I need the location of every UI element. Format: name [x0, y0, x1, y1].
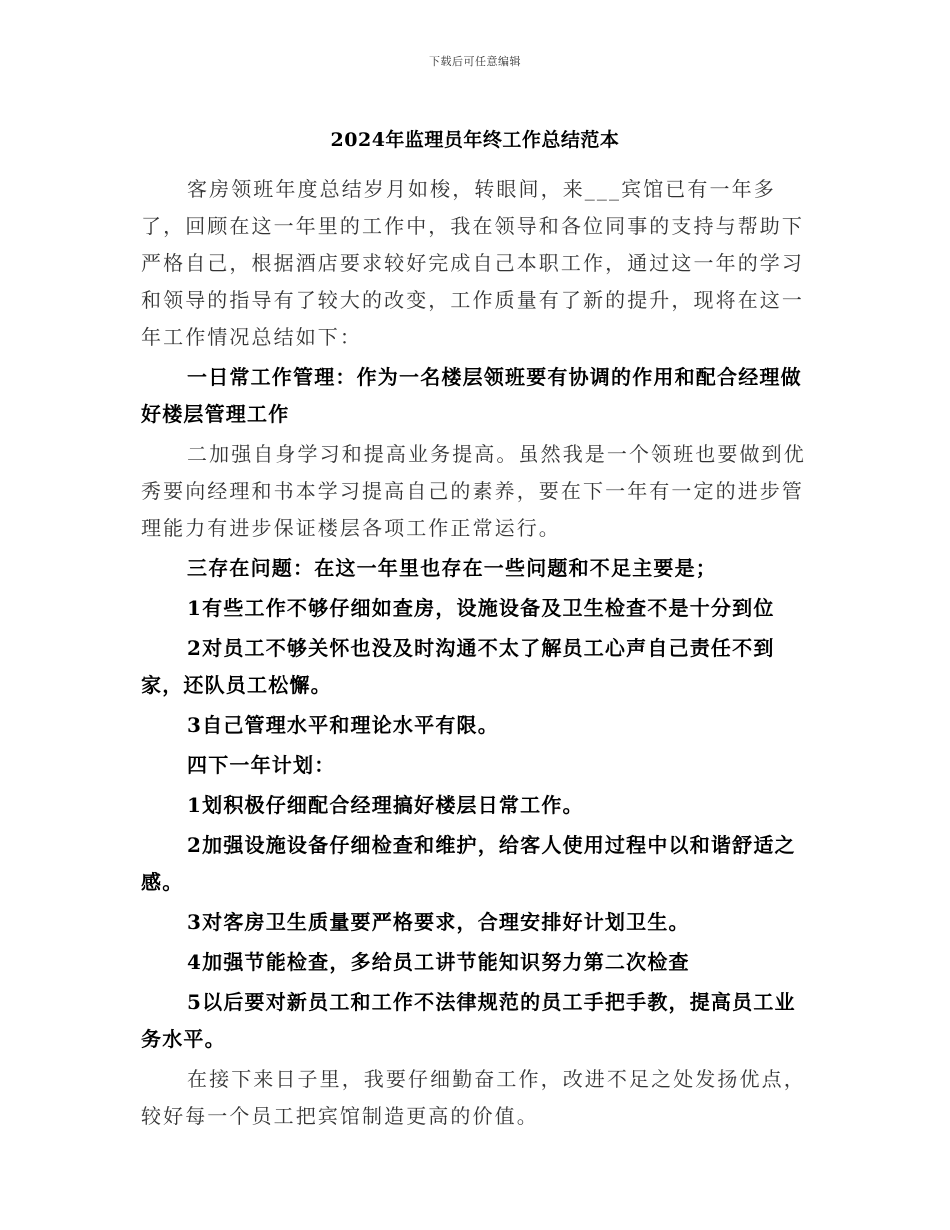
document-body [141, 171, 811, 1138]
paragraph: 三存在问题：在这一年里也存在一些问题和不足主要是； [187, 556, 717, 580]
page-title: 2024年监理员年终工作总结范本 [330, 129, 620, 151]
paragraph: 2加强设施设备仔细检查和维护，给客人使用过程中以和谐舒适之感。 [141, 833, 796, 894]
paragraph: 在接下来日子里，我要仔细勤奋工作，改进不足之处发扬优点，较好每一个员工把宾馆制造更高的价值。 [141, 1067, 806, 1128]
paragraph: 3自己管理水平和理论水平有限。 [187, 713, 499, 737]
paragraph: 1有些工作不够仔细如查房，设施设备及卫生检查不是十分到位 [187, 596, 775, 620]
paragraph: 二加强自身学习和提高业务提高。虽然我是一个领班也要做到优秀要向经理和书本学习提高自己的素养，要在下一年有一定的进步管理能力有进步保证楼层各项工作正常运行。 [141, 442, 806, 540]
paragraph: 2对员工不够关怀也没及时沟通不太了解员工心声自己责任不到家，还队员工松懈。 [141, 636, 775, 697]
paragraph: 客房领班年度总结岁月如梭，转眼间，来___宾馆已有一年多了，回顾在这一年里的工作中，我在领导和各位同事的支持与帮助下严格自己，根据酒店要求较好完成自己本职工作，通过这一年的学习和领导的指导有了较大的改变，工作质量有了新的提升，现将在这一年工作情况总结如下： [141, 177, 804, 349]
paragraph: 5以后要对新员工和工作不法律规范的员工手把手教，提高员工业务水平。 [141, 990, 796, 1051]
paragraph: 一日常工作管理：作为一名楼层领班要有协调的作用和配合经理做好楼层管理工作 [141, 365, 802, 426]
paragraph: 四下一年计划： [187, 753, 336, 777]
paragraph: 3对客房卫生质量要严格要求，合理安排好计划卫生。 [187, 910, 690, 934]
paragraph: 4加强节能检查，多给员工讲节能知识努力第二次检查 [187, 950, 690, 974]
header-note: 下载后可任意编辑 [429, 55, 521, 68]
paragraph: 1划积极仔细配合经理搞好楼层日常工作。 [187, 793, 584, 817]
